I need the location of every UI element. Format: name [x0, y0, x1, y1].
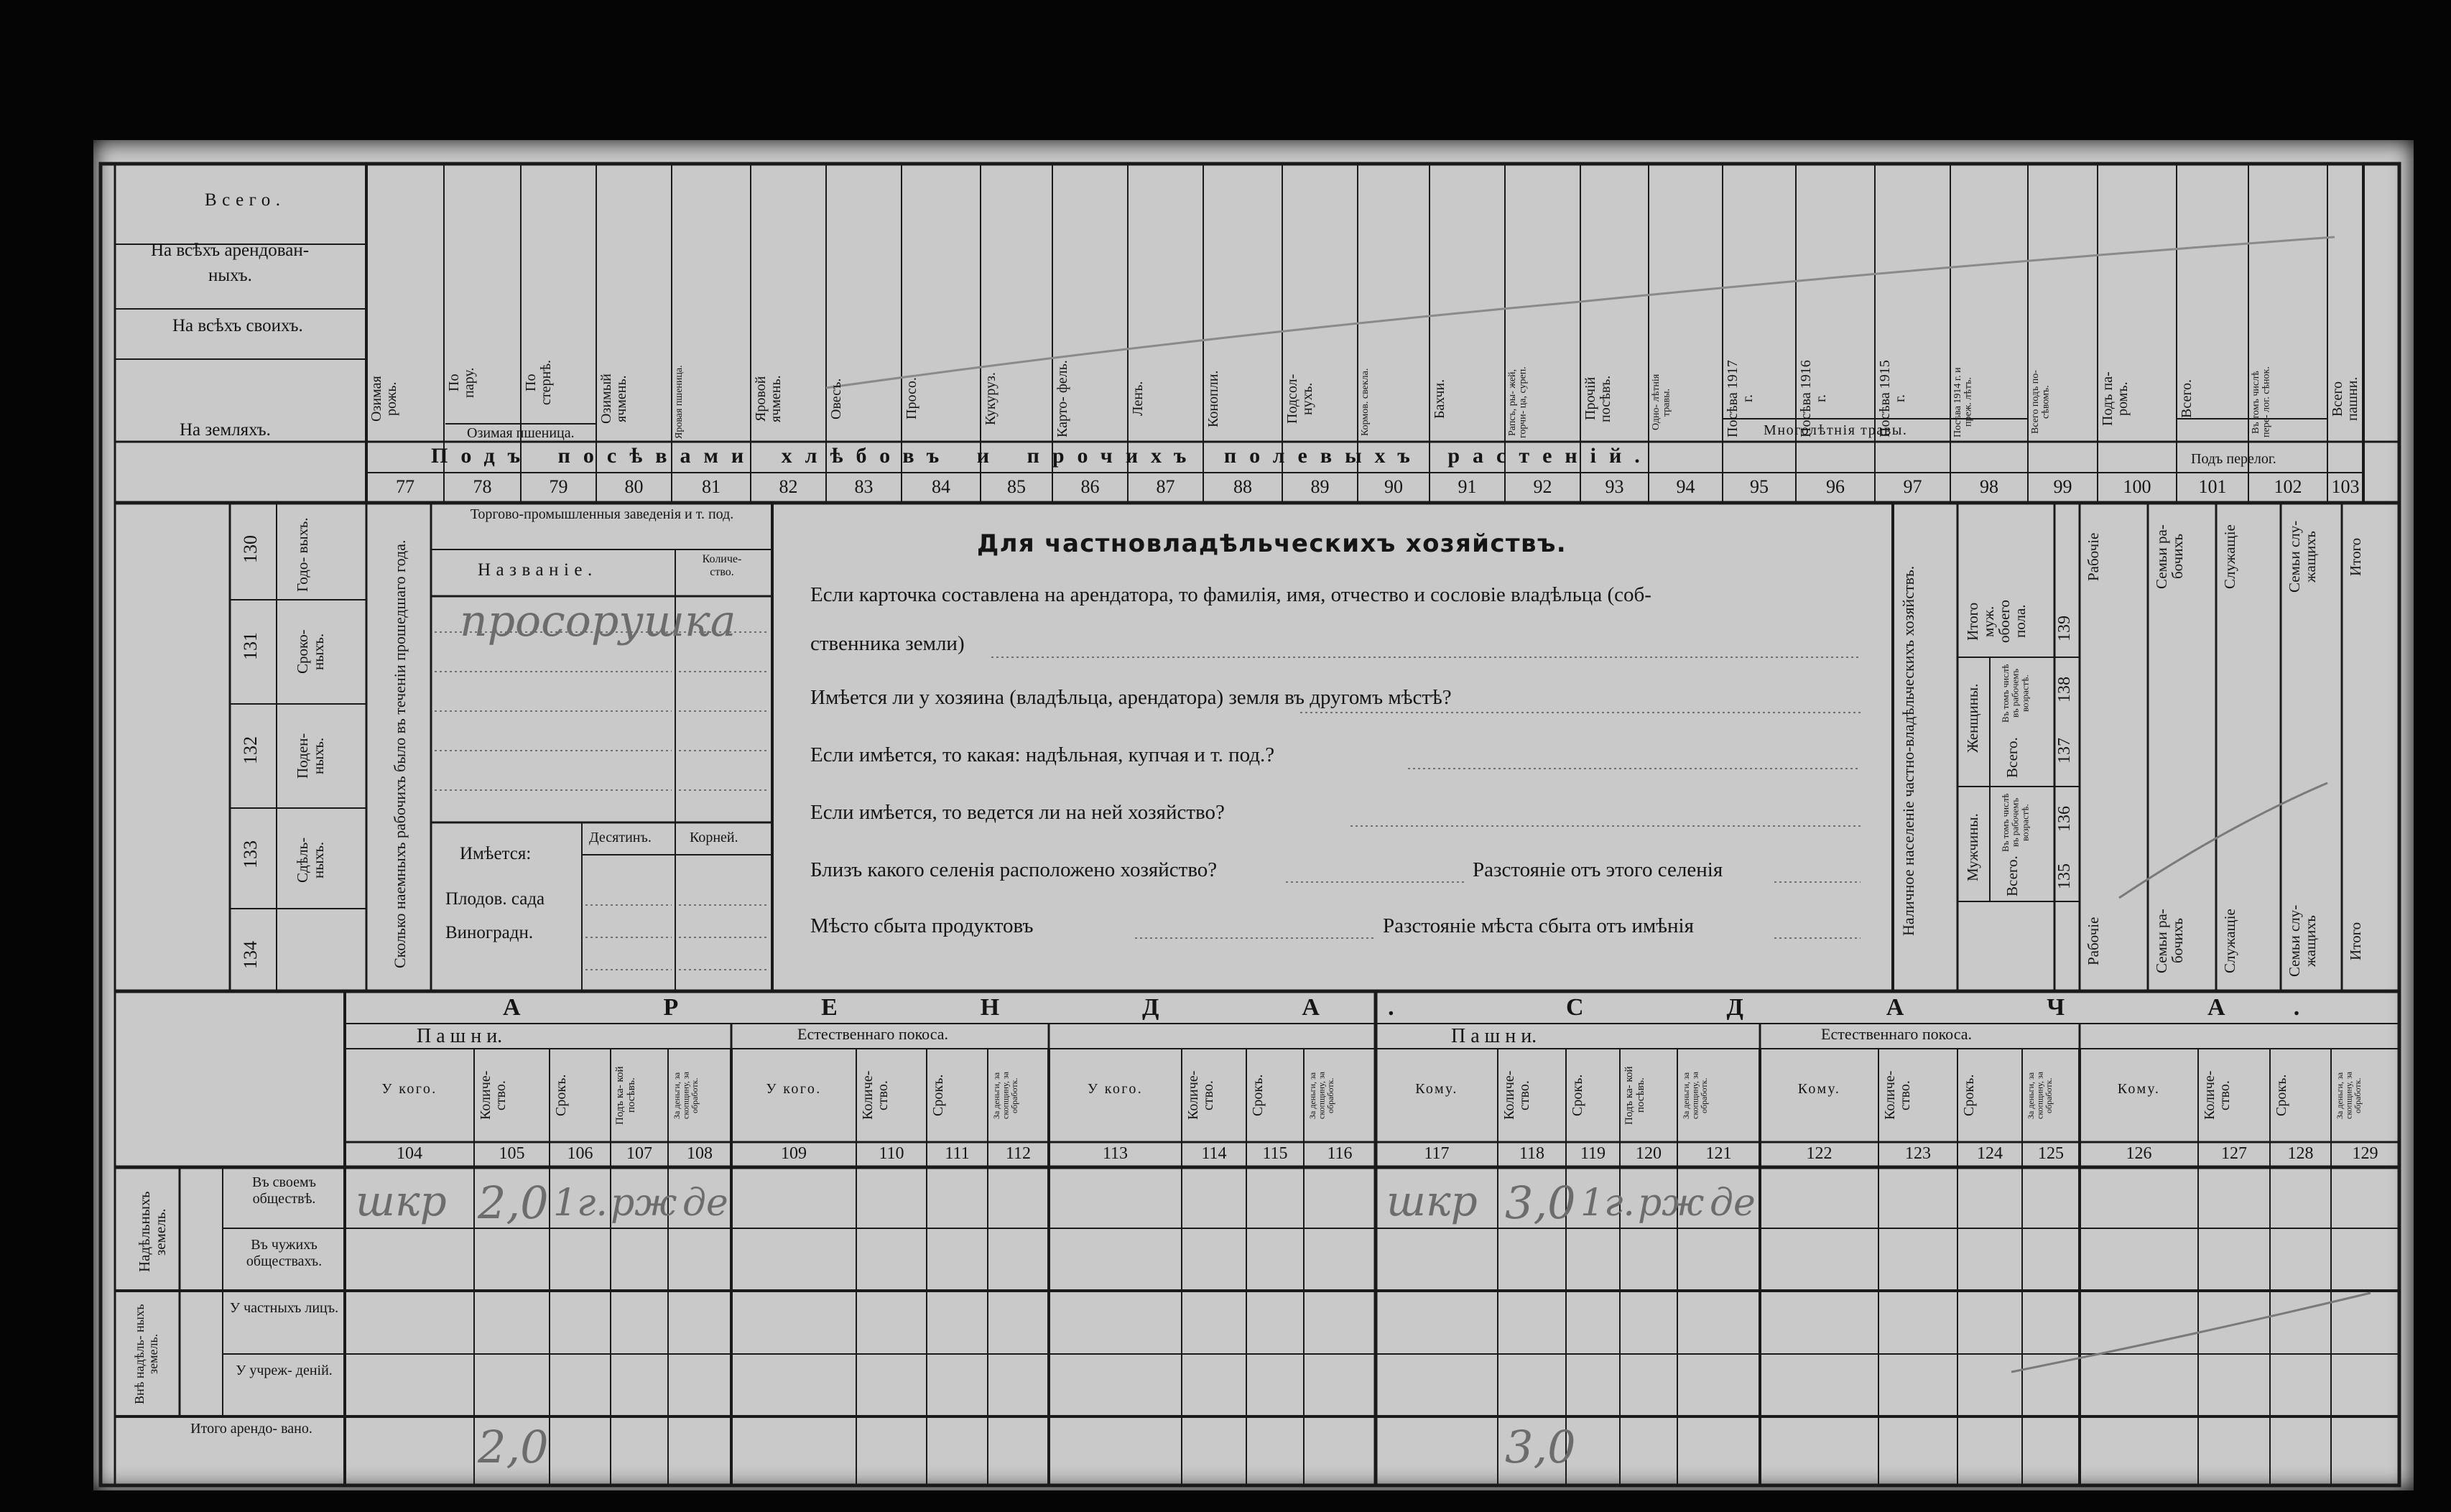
- row-private-persons: У частныхъ лицъ.: [229, 1300, 339, 1316]
- bottom-col-number: 129: [2352, 1144, 2378, 1163]
- crop-header-8: Просо.: [904, 377, 919, 420]
- pop-men-all: Всего.: [2003, 855, 2021, 897]
- crop-header-18: Одно- лѣтнiя травы.: [1651, 374, 1672, 431]
- top-col-number: 94: [1676, 476, 1695, 497]
- crop-header-25: Всего.: [2179, 379, 2195, 419]
- bottom-col-header: Количе- ство.: [1501, 1070, 1532, 1121]
- vineyard-label: Виноградн.: [445, 923, 534, 942]
- worker-num: 132: [240, 736, 261, 765]
- bottom-col-number: 128: [2287, 1144, 2314, 1163]
- top-col-number: 78: [473, 476, 492, 497]
- private-q5b: Разстоянiе отъ этого селенiя: [1473, 858, 1723, 881]
- bottom-col-header: Срокъ.: [2274, 1074, 2289, 1117]
- crop-header-2: По пару.: [446, 367, 477, 398]
- top-col-number: 93: [1605, 476, 1624, 497]
- bottom-col-number: 113: [1102, 1144, 1129, 1163]
- pop-total-label: Итого муж. обоего пола.: [1964, 600, 2029, 643]
- top-col-number: 88: [1233, 476, 1252, 497]
- top-col-number: 86: [1080, 476, 1100, 497]
- top-col-number: 91: [1458, 476, 1477, 497]
- top-col-number: 84: [932, 476, 950, 497]
- crop-header-5: Яровая пшеница.: [674, 365, 685, 440]
- bottom-col-header: У кого.: [766, 1081, 822, 1097]
- bottom-col-number: 121: [1705, 1144, 1732, 1163]
- top-col-number: 82: [779, 476, 798, 497]
- bottom-col-header: За деньги, за скопщину, за обработк.: [991, 1072, 1020, 1119]
- bottom-col-number: 127: [2221, 1144, 2247, 1163]
- bottom-col-number: 104: [397, 1144, 422, 1163]
- top-col-number: 97: [1903, 476, 1922, 497]
- top-col-number: 92: [1533, 476, 1552, 497]
- crop-header-9: Кукуруз.: [983, 372, 999, 425]
- pop-num: 138: [2055, 677, 2074, 702]
- row-label-rented-2: ныхъ.: [208, 266, 252, 285]
- population-title: Наличное населенiе частно-владѣльческихъ хозяйствъ.: [1899, 565, 1917, 936]
- hand-itogo-arenda: 2,0: [478, 1421, 549, 1473]
- crop-header-3: По стернѣ.: [523, 359, 554, 406]
- top-col-number: 96: [1826, 476, 1845, 497]
- pop-num: 136: [2055, 806, 2074, 832]
- top-col-number: 77: [396, 476, 414, 497]
- nadel-group-label: Надѣльныхъ земель.: [136, 1191, 170, 1273]
- hand-itogo-sdacha: 3,0: [1505, 1421, 1576, 1473]
- crop-header-22: Посѣва 1914 г. и преж. лѣтъ.: [1952, 367, 1974, 437]
- bottom-col-header: Количе- ство.: [478, 1070, 509, 1121]
- trade-header: Торгово-промышленныя заведенiя и т. под.: [470, 506, 734, 522]
- row-own-community: Въ своемъ обществѣ.: [252, 1174, 316, 1207]
- bottom-col-header: Срокъ.: [1961, 1074, 1977, 1117]
- hired-workers-title: Сколько наемныхъ рабочихъ было въ теченiи прошедшаго года.: [391, 539, 409, 969]
- pop-right-header-bottom: Семьи ра- бочихъ: [2153, 909, 2187, 973]
- pop-right-header-top: Рабочiе: [2085, 532, 2102, 581]
- bottom-col-number: 116: [1327, 1144, 1353, 1163]
- sdacha-banner: С Д А Ч А.: [1566, 994, 2368, 1021]
- worker-type: Сдѣль- ныхъ.: [294, 837, 328, 883]
- crop-header-20: Посѣва 1916 г.: [1798, 360, 1829, 437]
- pop-right-header-top: Итого: [2347, 537, 2364, 576]
- hand-sdacha-qty: 3,0: [1505, 1177, 1576, 1229]
- pop-women-label: Женщины.: [1964, 683, 1981, 753]
- arenda-pokos: Естественнаго покоса.: [797, 1025, 949, 1043]
- bottom-col-header: За деньги, за скопщину, за обработк.: [2335, 1072, 2363, 1119]
- top-col-number: 79: [549, 476, 568, 497]
- top-col-number: 89: [1310, 476, 1330, 497]
- hand-sdacha-pay: де: [1710, 1182, 1756, 1225]
- sdacha-pokos: Естественнаго покоса.: [1821, 1025, 1973, 1043]
- bottom-col-header: Срокъ.: [1250, 1074, 1266, 1117]
- bottom-col-number: 107: [626, 1144, 652, 1163]
- private-q4: Если имѣется, то ведется ли на ней хозяйство?: [810, 801, 1225, 824]
- bottom-col-number: 105: [499, 1144, 525, 1163]
- private-q1b: ственника земли): [810, 632, 965, 655]
- bottom-col-header: Срокъ.: [930, 1074, 946, 1117]
- top-col-number: 87: [1156, 476, 1175, 497]
- bottom-col-number: 117: [1424, 1144, 1450, 1163]
- row-itogo: Итого арендо- вано.: [190, 1421, 312, 1437]
- top-col-number: 83: [854, 476, 874, 497]
- worker-num: 134: [240, 941, 261, 970]
- row-other-communities: Въ чужихъ обществахъ.: [246, 1237, 323, 1269]
- bottom-col-number: 106: [567, 1144, 593, 1163]
- bottom-col-number: 120: [1636, 1144, 1662, 1163]
- bottom-col-number: 126: [2126, 1144, 2152, 1163]
- winter-wheat-label: Озимая пшеница.: [467, 425, 575, 441]
- crop-header-14: Кормов. свекла.: [1360, 368, 1371, 437]
- bottom-col-header: Срокъ.: [553, 1074, 569, 1117]
- bottom-col-header: Количе- ство.: [1882, 1070, 1913, 1121]
- worker-num: 131: [240, 632, 261, 661]
- crop-header-24: Подъ па- ромъ.: [2100, 371, 2131, 426]
- crop-header-23: Всего подъ по- сѣвомъ.: [2030, 370, 2052, 435]
- has-label: Имѣется:: [460, 844, 532, 863]
- roots-header: Корней.: [690, 830, 738, 845]
- bottom-col-header: У кого.: [381, 1081, 437, 1097]
- row-institutions: У учреж- денiй.: [236, 1363, 333, 1378]
- bottom-col-header: За деньги, за скопщину, за обработк.: [2026, 1072, 2054, 1119]
- pop-right-header-bottom: Семьи слу- жащихъ: [2286, 904, 2320, 978]
- pop-num: 137: [2055, 738, 2074, 764]
- crop-header-7: Овесъ.: [828, 378, 844, 419]
- bottom-col-header: Подъ ка- кой посѣвъ.: [1623, 1066, 1646, 1125]
- row-label-own: На всѣхъ своихъ.: [172, 316, 303, 335]
- top-col-number: 98: [1980, 476, 1998, 497]
- hand-arenda-pay: де: [682, 1182, 728, 1225]
- crop-header-1: Озимая рожь.: [369, 376, 399, 422]
- crop-header-13: Подсол- нухъ.: [1284, 374, 1315, 424]
- top-col-number: 103: [2331, 476, 2360, 497]
- bottom-col-header: У кого.: [1087, 1081, 1144, 1097]
- bottom-col-number: 112: [1005, 1144, 1032, 1163]
- private-q6: Мѣсто сбыта продуктовъ: [810, 914, 1034, 937]
- pop-right-header-bottom: Служащiе: [2221, 909, 2238, 973]
- private-q2: Имѣется ли у хозяина (владѣльца, арендатора) земля въ другомъ мѣстѣ?: [810, 686, 1452, 709]
- outside-nadel-group-label: Внѣ надѣль- ныхъ земель.: [132, 1304, 160, 1404]
- bottom-col-number: 119: [1580, 1144, 1606, 1163]
- bottom-col-number: 124: [1977, 1144, 2003, 1163]
- bottom-col-header: Кому.: [2117, 1081, 2161, 1097]
- crop-header-12: Конопли.: [1205, 370, 1221, 427]
- pop-num: 139: [2055, 616, 2074, 641]
- private-q3: Если имѣется, то какая: надѣльная, купчая и т. под.?: [810, 743, 1275, 766]
- worker-num: 130: [240, 535, 261, 564]
- bottom-col-header: Подъ ка- кой посѣвъ.: [614, 1066, 637, 1125]
- bottom-col-number: 111: [945, 1144, 970, 1163]
- bottom-col-number: 114: [1201, 1144, 1227, 1163]
- hand-sdacha-term: 1г.: [1580, 1182, 1635, 1225]
- row-label-rented: На всѣхъ арендован-: [151, 241, 310, 260]
- crop-header-16: Рапсъ, ры- жей, горчи- ца, суреп.: [1507, 366, 1529, 438]
- row-label-on-lands: На земляхъ.: [180, 420, 271, 440]
- crop-header-17: Прочiй посѣвъ.: [1583, 375, 1613, 422]
- worker-type: Годо- выхъ.: [294, 517, 311, 593]
- private-q1: Если карточка составлена на арендатора, то фамилiя, имя, отчество и сословiе владѣльца (соб-: [810, 583, 1651, 606]
- pop-right-header-top: Служащiе: [2221, 524, 2238, 589]
- top-col-number: 80: [624, 476, 644, 497]
- trade-qty-header: Количе- ство.: [702, 553, 742, 579]
- bottom-col-number: 109: [781, 1144, 807, 1163]
- bottom-col-header: За деньги, за скопщину, за обработк.: [1307, 1072, 1336, 1119]
- bottom-col-header: Количе- ство.: [2202, 1070, 2233, 1121]
- garden-label: Плодов. сада: [445, 889, 545, 909]
- pop-right-header-bottom: Рабочiе: [2085, 917, 2102, 965]
- crop-header-27: Всего пашни.: [2330, 376, 2360, 421]
- bottom-col-header: За деньги, за скопщину, за обработк.: [672, 1072, 700, 1119]
- arenda-banner: А Р Е Н Д А.: [503, 994, 1463, 1021]
- crop-header-6: Яровой ячмень.: [753, 375, 784, 422]
- crop-header-10: Карто- фель.: [1055, 360, 1070, 437]
- hand-arenda-qty: 2,0: [478, 1177, 549, 1229]
- bottom-col-number: 115: [1262, 1144, 1288, 1163]
- top-col-number: 100: [2123, 476, 2151, 497]
- crop-header-19: Посѣва 1917 г.: [1725, 360, 1756, 437]
- bottom-col-header: Кому.: [1415, 1081, 1458, 1097]
- bottom-col-number: 122: [1806, 1144, 1833, 1163]
- pop-women-working-age: Въ томъ числѣ въ рабочемъ возрастѣ.: [2000, 664, 2031, 723]
- fallow-label: Подъ перелог.: [2191, 451, 2276, 467]
- hand-arenda-who: шкр: [356, 1177, 447, 1225]
- arenda-pashni: П а ш н и.: [417, 1025, 503, 1047]
- hand-sdacha-crop: рж: [1638, 1182, 1705, 1225]
- crop-header-4: Озимый ячмень.: [598, 374, 629, 424]
- trade-name-header: Названiе.: [478, 560, 598, 580]
- pop-men-working-age: Въ томъ числѣ въ рабочемъ возрастѣ.: [2000, 793, 2031, 852]
- bottom-col-header: Кому.: [1797, 1081, 1841, 1097]
- handwritten-enterprise: просорушка: [460, 596, 736, 646]
- bottom-col-number: 110: [879, 1144, 904, 1163]
- crops-banner: Подъ посѣвами хлѣбовъ и прочихъ полевыхъ растенiй.: [431, 444, 1653, 468]
- hand-arenda-term: 1г.: [553, 1182, 608, 1225]
- private-q5: Близъ какого селенiя расположено хозяйство?: [810, 858, 1218, 881]
- hand-sdacha-whom: шкр: [1386, 1177, 1478, 1225]
- row-label-total: Всего.: [205, 190, 286, 210]
- private-q6b: Разстоянiе мѣста сбыта отъ имѣнiя: [1383, 914, 1694, 937]
- bottom-col-number: 123: [1905, 1144, 1931, 1163]
- pop-right-header-bottom: Итого: [2347, 922, 2364, 960]
- worker-num: 133: [240, 840, 261, 869]
- crop-header-11: Ленъ.: [1130, 381, 1146, 417]
- crop-header-26: Въ томъ числѣ пере- лог. сѣнок.: [2251, 366, 2272, 438]
- pop-right-header-top: Семьи слу- жащихъ: [2286, 520, 2320, 593]
- bottom-col-header: Количе- ство.: [860, 1070, 891, 1121]
- top-col-number: 102: [2274, 476, 2302, 497]
- bottom-col-header: Количе- ство.: [1185, 1070, 1216, 1121]
- bottom-col-header: За деньги, за скопщину, за обработк.: [1681, 1072, 1710, 1119]
- desyatin-header: Десятинъ.: [589, 830, 652, 845]
- top-col-number: 81: [702, 476, 721, 497]
- pop-right-header-top: Семьи ра- бочихъ: [2153, 524, 2187, 589]
- top-col-number: 90: [1384, 476, 1403, 497]
- top-col-number: 95: [1750, 476, 1769, 497]
- top-col-number: 85: [1007, 476, 1026, 497]
- worker-type: Сроко- ныхъ.: [294, 629, 328, 674]
- top-col-number: 99: [2053, 476, 2072, 497]
- bottom-col-number: 125: [2038, 1144, 2064, 1163]
- hand-arenda-crop: рж: [611, 1182, 677, 1225]
- pop-num: 135: [2055, 863, 2074, 889]
- top-col-number: 101: [2198, 476, 2227, 497]
- perennial-grass-label: Многолѣтнiя травы.: [1764, 422, 1908, 438]
- crop-header-15: Бахчи.: [1432, 379, 1447, 419]
- worker-type: Поден- ныхъ.: [294, 733, 328, 779]
- bottom-col-header: Срокъ.: [1570, 1074, 1585, 1117]
- bottom-col-number: 118: [1519, 1144, 1545, 1163]
- bottom-col-number: 108: [687, 1144, 713, 1163]
- pop-men-label: Мужчины.: [1964, 813, 1981, 882]
- sdacha-pashni: П а ш н и.: [1451, 1025, 1537, 1047]
- crop-header-21: Посѣва 1915 г.: [1877, 360, 1908, 437]
- pop-women-all: Всего.: [2003, 737, 2021, 779]
- private-farms-title: Для частновладѣльческихъ хозяйствъ.: [977, 529, 1567, 558]
